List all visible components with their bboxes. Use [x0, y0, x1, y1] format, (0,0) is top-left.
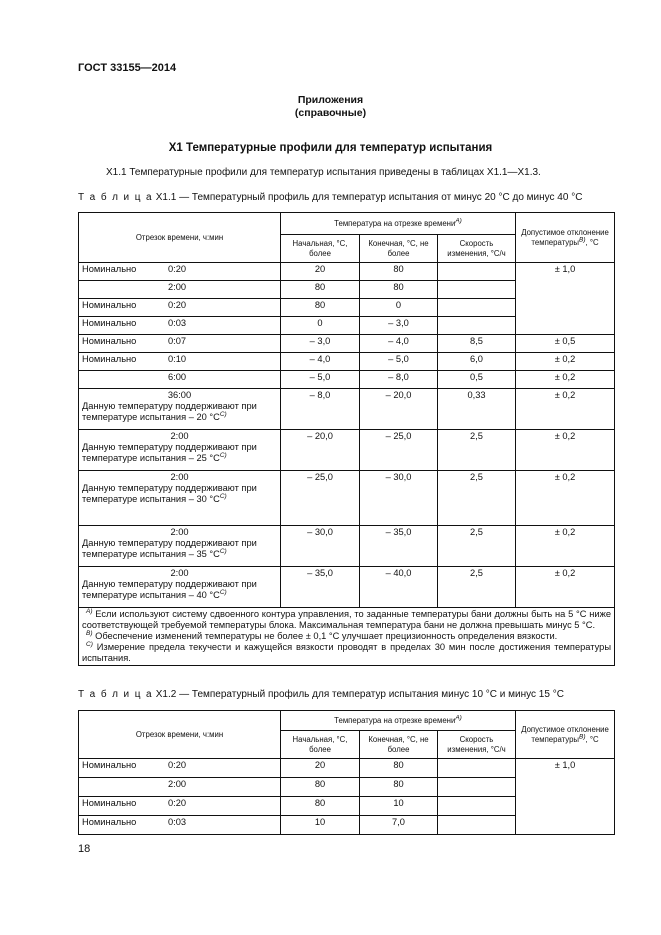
- row-time: 0:20: [168, 760, 187, 770]
- row-description: [82, 483, 277, 505]
- deviation-cell: ± 0,2: [516, 371, 615, 389]
- start-cell: – 30,0: [281, 526, 360, 567]
- note-b: [82, 631, 611, 642]
- start-cell: 0: [281, 317, 360, 335]
- table1-header-deviation-label: Допустимое отклонение температуры: [521, 227, 609, 247]
- section-title: X1 Температурные профили для температур испытания: [168, 142, 493, 154]
- row-time: 0:03: [168, 817, 187, 827]
- rate-cell: 0,33: [438, 389, 516, 430]
- table1-header-row: [79, 213, 615, 235]
- time-cell: [79, 335, 281, 353]
- row-time: 0:20: [168, 300, 187, 310]
- table2-caption: [78, 689, 564, 700]
- end-cell: – 8,0: [360, 371, 438, 389]
- deviation-cell: ± 0,2: [516, 567, 615, 608]
- start-cell: – 3,0: [281, 335, 360, 353]
- row-time: 2:00: [170, 568, 189, 578]
- deviation-cell: ± 0,2: [516, 430, 615, 471]
- start-cell: – 25,0: [281, 471, 360, 526]
- rate-cell: [438, 816, 516, 835]
- time-cell: [79, 526, 281, 567]
- note-text: Обеспечение изменений температуры не более ± 0,1 °С улучшает прецизионность определения вязкости.: [95, 631, 558, 641]
- rate-cell: 2,5: [438, 471, 516, 526]
- end-cell: – 4,0: [360, 335, 438, 353]
- row-time: 2:00: [168, 282, 187, 292]
- end-cell: – 35,0: [360, 526, 438, 567]
- end-cell: 7,0: [360, 816, 438, 835]
- row-label: Номинально: [82, 354, 137, 364]
- row-description-text: Данную температуру поддерживают при температуре испытания – 25 °С: [82, 442, 257, 463]
- row-label: Номинально: [82, 318, 137, 328]
- rate-cell: 8,5: [438, 335, 516, 353]
- time-cell: [79, 299, 281, 317]
- table-row: [79, 353, 615, 371]
- rate-cell: [438, 759, 516, 778]
- deviation-cell: ± 0,2: [516, 526, 615, 567]
- rate-cell: [438, 263, 516, 281]
- rate-cell: 6,0: [438, 353, 516, 371]
- row-time: 0:10: [168, 354, 187, 364]
- time-cell: [79, 430, 281, 471]
- footnote-mark: B): [86, 629, 93, 637]
- footnote-mark: C): [219, 410, 227, 418]
- deviation-cell: ± 0,2: [516, 471, 615, 526]
- table-row: [79, 335, 615, 353]
- start-cell: – 5,0: [281, 371, 360, 389]
- end-cell: 80: [360, 759, 438, 778]
- row-description-text: Данную температуру поддерживают при температуре испытания – 20 °С: [82, 401, 257, 422]
- row-description-text: Данную температуру поддерживают при температуре испытания – 30 °С: [82, 483, 257, 504]
- table2-header-row: [79, 711, 615, 731]
- table2-caption-prefix: Т а б л и ц а: [78, 689, 153, 700]
- time-cell: [79, 778, 281, 797]
- footnote-mark: B): [579, 732, 586, 740]
- time-cell: [79, 353, 281, 371]
- rate-cell: [438, 797, 516, 816]
- table1-header-group-label: Температура на отрезке времени: [334, 218, 456, 228]
- row-description-text: Данную температуру поддерживают при температуре испытания – 35 °С: [82, 538, 257, 559]
- table2-header-rate: Скорость изменения, °С/ч: [438, 731, 516, 759]
- table-row: [79, 526, 615, 567]
- row-label: Номинально: [82, 264, 137, 274]
- row-time: 0:20: [168, 264, 187, 274]
- note-text: Если используют систему сдвоенного контура управления, то заданные температуры бани должны быть на 5 °С ниже соответствующей требуемой температуры блока. Максимальная температура бани не должна превышать минус 5 °С.: [82, 609, 611, 630]
- start-cell: – 4,0: [281, 353, 360, 371]
- table1-caption-text: X1.1 — Температурный профиль для температур испытания от минус 20 °С до минус 40 °С: [155, 192, 583, 203]
- row-description: [82, 401, 277, 423]
- table1-header-start: Начальная, °С, более: [281, 235, 360, 263]
- footnote-mark: A): [455, 713, 462, 721]
- footnote-mark: C): [86, 640, 93, 648]
- table2-header-time: Отрезок времени, ч:мин: [79, 711, 281, 759]
- row-label: Номинально: [82, 760, 137, 770]
- start-cell: – 8,0: [281, 389, 360, 430]
- time-cell: [79, 567, 281, 608]
- note-c: [82, 642, 611, 664]
- table1-caption: [78, 192, 582, 203]
- rate-cell: [438, 317, 516, 335]
- end-cell: – 3,0: [360, 317, 438, 335]
- row-label: Номинально: [82, 300, 137, 310]
- appendix-subtitle: (справочные): [294, 107, 367, 119]
- table1-header-rate: Скорость изменения, °С/ч: [438, 235, 516, 263]
- table1-notes: [79, 608, 615, 666]
- table-row: [79, 371, 615, 389]
- footnote-mark: B): [579, 235, 586, 243]
- row-time: 2:00: [170, 527, 189, 537]
- row-description-text: Данную температуру поддерживают при температуре испытания – 40 °С: [82, 579, 257, 600]
- table2-header-deviation: [516, 711, 615, 759]
- footnote-mark: C): [219, 547, 227, 555]
- end-cell: 0: [360, 299, 438, 317]
- table1-header-end: Конечная, °С, не более: [360, 235, 438, 263]
- table2-header-start: Начальная, °С, более: [281, 731, 360, 759]
- row-description: [82, 538, 277, 560]
- start-cell: 80: [281, 281, 360, 299]
- end-cell: 80: [360, 778, 438, 797]
- footnote-mark: A): [455, 216, 462, 224]
- table-row: [79, 567, 615, 608]
- row-time: 2:00: [170, 472, 189, 482]
- start-cell: 80: [281, 778, 360, 797]
- start-cell: 20: [281, 263, 360, 281]
- row-time: 2:00: [168, 779, 187, 789]
- document-header: ГОСТ 33155—2014: [78, 62, 177, 74]
- time-cell: [79, 371, 281, 389]
- table1-header-group: [281, 213, 516, 235]
- end-cell: – 5,0: [360, 353, 438, 371]
- deviation-cell: ± 1,0: [516, 759, 615, 835]
- end-cell: 10: [360, 797, 438, 816]
- table1-header-time: Отрезок времени, ч:мин: [79, 213, 281, 263]
- row-time: 6:00: [168, 372, 187, 382]
- table2-caption-text: X1.2 — Температурный профиль для температур испытания минус 10 °С и минус 15 °С: [155, 689, 564, 700]
- table1: [78, 212, 615, 666]
- start-cell: 80: [281, 797, 360, 816]
- start-cell: 20: [281, 759, 360, 778]
- row-time: 0:20: [168, 798, 187, 808]
- table2-header-end: Конечная, °С, не более: [360, 731, 438, 759]
- row-label: Номинально: [82, 798, 137, 808]
- rate-cell: [438, 778, 516, 797]
- row-time: 2:00: [170, 431, 189, 441]
- start-cell: 80: [281, 299, 360, 317]
- deviation-cell: ± 1,0: [516, 263, 615, 335]
- table2-header-group: [281, 711, 516, 731]
- footnote-mark: A): [86, 607, 93, 615]
- note-text: Измерение предела текучести и кажущейся вязкости проводят в пределах 30 мин после достижения температуры испытания.: [82, 642, 612, 663]
- table1-caption-prefix: Т а б л и ц а: [78, 192, 153, 203]
- time-cell: [79, 263, 281, 281]
- time-cell: [79, 759, 281, 778]
- rate-cell: [438, 281, 516, 299]
- row-description: [82, 442, 277, 464]
- row-time: 36:00: [167, 390, 192, 400]
- table-row: [79, 263, 615, 281]
- end-cell: – 20,0: [360, 389, 438, 430]
- rate-cell: 2,5: [438, 567, 516, 608]
- footnote-mark: C): [219, 492, 227, 500]
- deviation-cell: ± 0,5: [516, 335, 615, 353]
- table-row: [79, 389, 615, 430]
- table-row: [79, 471, 615, 526]
- end-cell: – 25,0: [360, 430, 438, 471]
- table2-header-deviation-label: Допустимое отклонение температуры: [521, 724, 609, 744]
- rate-cell: [438, 299, 516, 317]
- time-cell: [79, 471, 281, 526]
- rate-cell: 2,5: [438, 430, 516, 471]
- table-row: [79, 759, 615, 778]
- section-intro: X1.1 Температурные профили для температур испытания приведены в таблицах X1.1—X1.3.: [106, 167, 541, 178]
- row-description: [82, 579, 277, 601]
- table1-notes-row: [79, 608, 615, 666]
- deviation-cell: ± 0,2: [516, 389, 615, 430]
- end-cell: – 40,0: [360, 567, 438, 608]
- footnote-mark: C): [219, 588, 227, 596]
- time-cell: [79, 281, 281, 299]
- table2-header-group-label: Температура на отрезке времени: [334, 715, 456, 725]
- time-cell: [79, 816, 281, 835]
- end-cell: – 30,0: [360, 471, 438, 526]
- row-label: Номинально: [82, 336, 137, 346]
- time-cell: [79, 389, 281, 430]
- deviation-cell: ± 0,2: [516, 353, 615, 371]
- appendix-title: Приложения: [297, 94, 364, 106]
- start-cell: 10: [281, 816, 360, 835]
- end-cell: 80: [360, 263, 438, 281]
- start-cell: – 20,0: [281, 430, 360, 471]
- table-row: [79, 430, 615, 471]
- rate-cell: 0,5: [438, 371, 516, 389]
- row-time: 0:07: [168, 336, 187, 346]
- page-number: 18: [78, 843, 91, 855]
- end-cell: 80: [360, 281, 438, 299]
- footnote-mark: C): [219, 451, 227, 459]
- table2-header-deviation-unit: , °С: [585, 734, 599, 744]
- note-a: [82, 609, 611, 631]
- rate-cell: 2,5: [438, 526, 516, 567]
- row-time: 0:03: [168, 318, 187, 328]
- table1-header-deviation-unit: , °С: [585, 237, 599, 247]
- table2: [78, 710, 615, 835]
- table1-header-deviation: [516, 213, 615, 263]
- time-cell: [79, 317, 281, 335]
- time-cell: [79, 797, 281, 816]
- row-label: Номинально: [82, 817, 137, 827]
- start-cell: – 35,0: [281, 567, 360, 608]
